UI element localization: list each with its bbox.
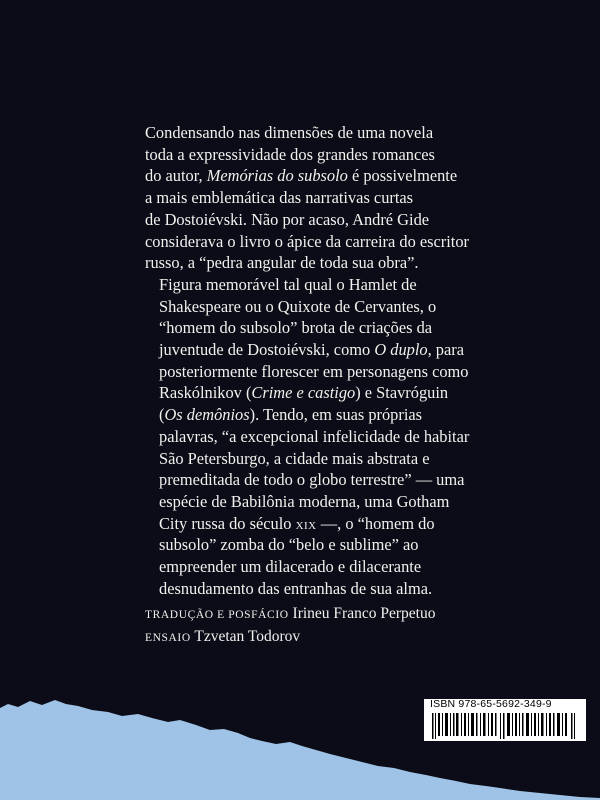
synopsis xyxy=(145,122,470,599)
text-line: City russa do século xix —, o “homem do xyxy=(159,513,435,533)
credit-name: Irineu Franco Perpetuo xyxy=(292,605,436,622)
text-line: considerava o livro o ápice da carreira do escritor xyxy=(145,231,470,251)
text-line: “homem do subsolo” brota de criações da xyxy=(159,318,433,338)
synopsis-paragraph-2 xyxy=(145,274,470,600)
credit-name: Tzvetan Todorov xyxy=(194,628,301,645)
text-line: premeditada de todo o globo terrestre” — uma xyxy=(159,470,465,490)
small-caps-numeral: xix xyxy=(295,513,317,533)
text-line: desnudamento das entranhas de sua alma. xyxy=(159,578,433,598)
text-line: a mais emblemática das narrativas curtas xyxy=(145,188,414,208)
text-line: Condensando nas dimensões de uma novela xyxy=(145,123,434,142)
credit-label: TRADUÇÃO E POSFÁCIO xyxy=(145,609,289,621)
text-line: empreender um dilacerado e dilacerante xyxy=(159,557,422,577)
book-title: Os demônios xyxy=(164,405,250,425)
text-line: toda a expressividade dos grandes romances xyxy=(145,144,435,164)
text-line: do autor, Memórias do subsolo é possivelmente xyxy=(145,166,458,186)
book-title: Memórias do subsolo xyxy=(206,166,348,186)
text-line: subsolo” zomba do “belo e sublime” ao xyxy=(159,535,419,555)
essay-credit xyxy=(145,626,435,649)
publisher-logo: todavia xyxy=(512,756,599,780)
text-line: (Os demônios). Tendo, em suas próprias xyxy=(159,405,423,425)
text-line: São Petersburgo, a cidade mais abstrata e xyxy=(159,448,430,468)
text-line: juventude de Dostoiévski, como O duplo, para xyxy=(159,340,465,360)
isbn-number: ISBN 978-65-5692-349-9 xyxy=(430,698,552,710)
synopsis-paragraph-1 xyxy=(145,122,470,274)
text-line: espécie de Babilônia moderna, uma Gotham xyxy=(159,491,450,511)
text-line: russo, a “pedra angular de toda sua obra”. xyxy=(145,253,419,273)
translation-credit xyxy=(145,603,435,626)
text-line: Raskólnikov (Crime e castigo) e Stavróguin xyxy=(159,383,449,403)
barcode-icon xyxy=(432,713,578,739)
text-line: de Dostoiévski. Não por acaso, André Gide xyxy=(145,209,430,229)
text-line: Shakespeare ou o Quixote de Cervantes, o xyxy=(159,296,437,316)
book-title: O duplo xyxy=(374,340,428,360)
text-line: posteriormente florescer em personagens como xyxy=(159,361,469,381)
isbn-barcode-box xyxy=(424,699,586,741)
credit-label: ENSAIO xyxy=(145,632,191,644)
book-title: Crime e castigo xyxy=(251,383,356,403)
text-line: Figura memorável tal qual o Hamlet de xyxy=(159,274,417,294)
text-line: palavras, “a excepcional infelicidade de habitar xyxy=(159,426,470,446)
credits xyxy=(145,603,435,649)
